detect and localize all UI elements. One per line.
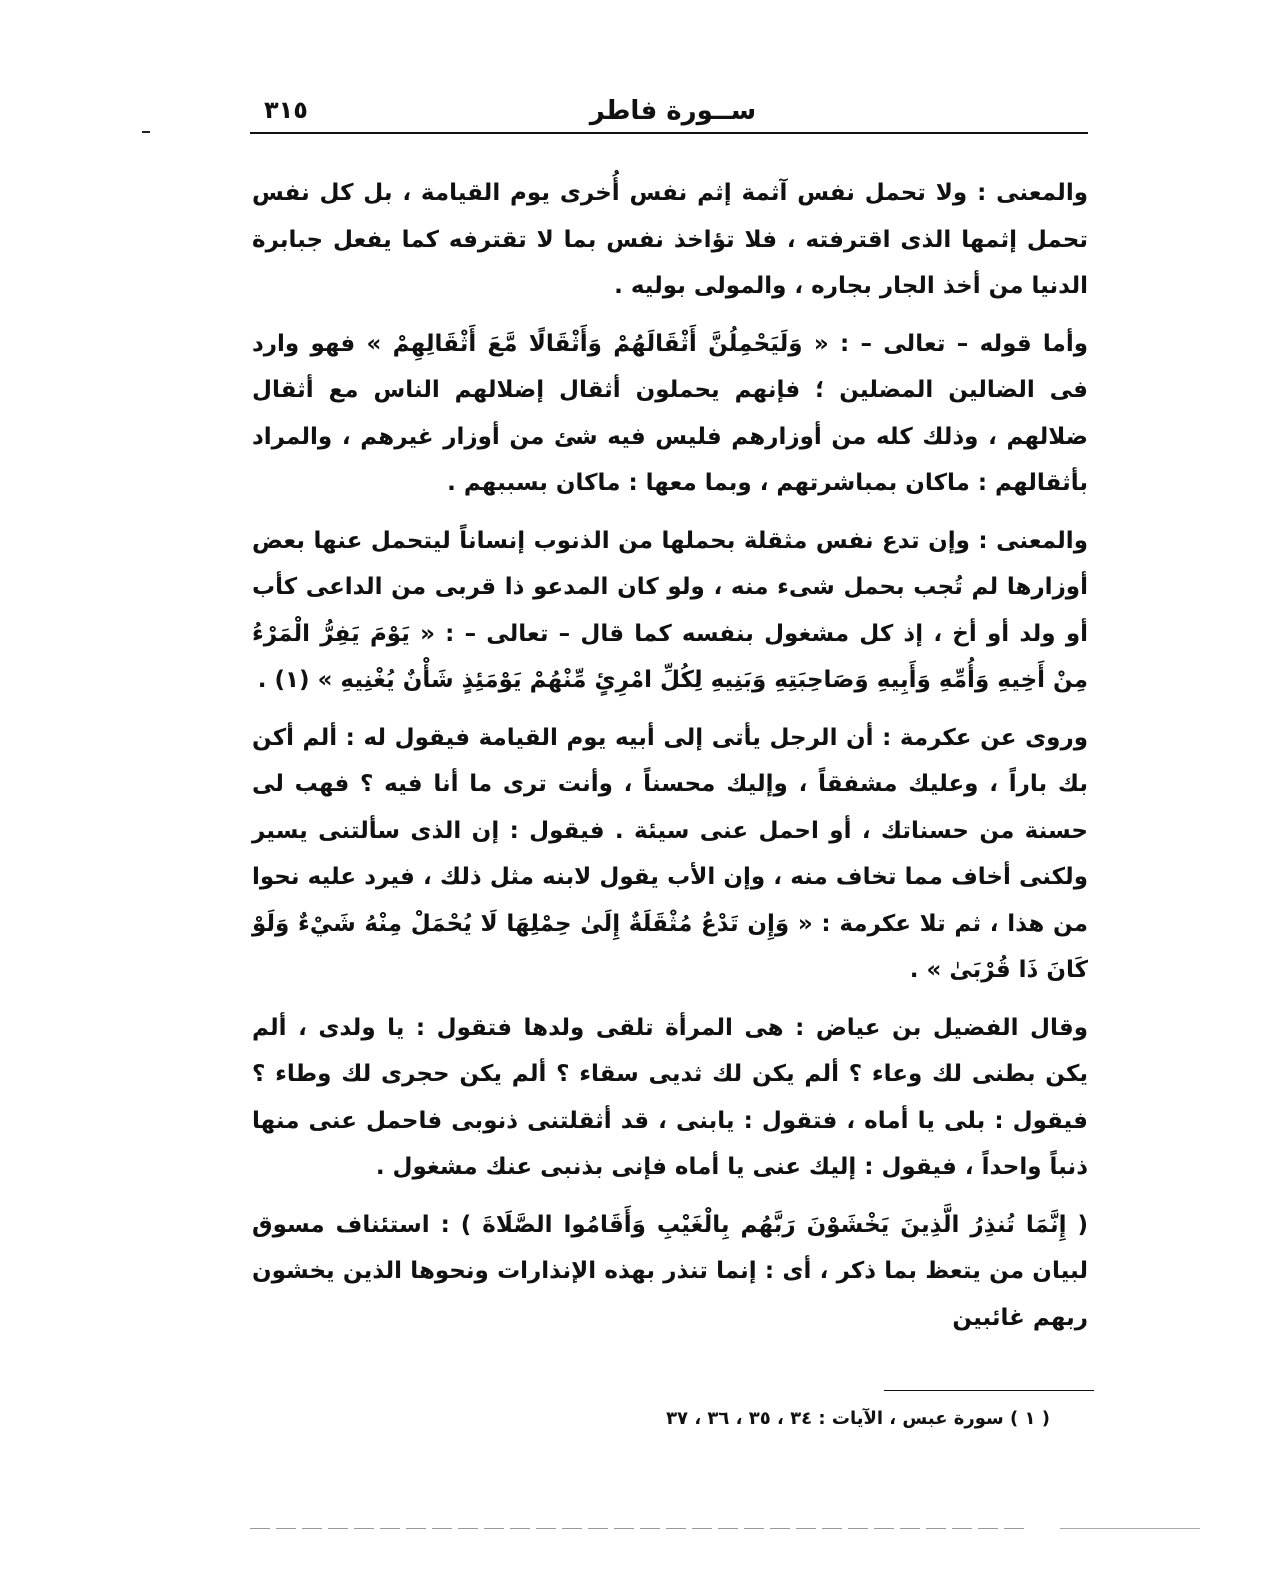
page-number: ٣١٥ bbox=[264, 96, 308, 124]
surah-title: ســورة فاطر bbox=[589, 96, 757, 126]
footnote: ( ١ ) سورة عبس ، الآيات : ٣٤ ، ٣٥ ، ٣٦ ، ٣٧ bbox=[666, 1408, 1050, 1429]
footnote-divider bbox=[884, 1390, 1094, 1391]
body-text bbox=[252, 170, 1088, 1352]
page-header bbox=[258, 92, 1088, 132]
paragraph: ( إِنَّمَا تُنذِرُ الَّذِينَ يَخْشَوْنَ رَبَّهُم بِالْغَيْبِ وَأَقَامُوا الصَّلَاةَ ) : استئناف مسوق لبيان من يتعظ بما ذكر ، أى : إنما تنذر بهذه الإنذارات ونحوها الذين يخشون ربهم غائبين bbox=[252, 1211, 1088, 1331]
bottom-dashed-rule bbox=[250, 1528, 1030, 1529]
scan-mark bbox=[142, 131, 150, 133]
bottom-rule-segment bbox=[1060, 1528, 1200, 1529]
paragraph: والمعنى : وإن تدع نفس مثقلة بحملها من الذنوب إنساناً ليتحمل عنها بعض أوزارها لم تُجب بحمل شىء منه ، ولو كان المدعو ذا قربى من الداعى كأب أو ولد أو أخ ، إذ كل مشغول بنفسه كما قال – تعالى – : « يَوْمَ يَفِرُّ الْمَرْءُ مِنْ أَخِيهِ وَأُمِّهِ وَأَبِيهِ وَصَاحِبَتِهِ وَبَنِيهِ لِكُلِّ امْرِئٍ مِّنْهُمْ يَوْمَئِذٍ شَأْنٌ يُغْنِيهِ » (١) . bbox=[252, 527, 1088, 693]
paragraph: وقال الفضيل بن عياض : هى المرأة تلقى ولدها فتقول : يا ولدى ، ألم يكن بطنى لك وعاء ؟ ألم يكن لك ثديى سقاء ؟ ألم يكن حجرى لك وطاء ؟ فيقول : بلى يا أماه ، فتقول : يابنى ، قد أثقلتنى ذنوبى فاحمل عنى منها ذنباً واحداً ، فيقول : إليك عنى يا أماه فإنى بذنبى عنك مشغول . bbox=[252, 1014, 1088, 1180]
paragraph: والمعنى : ولا تحمل نفس آثمة إثم نفس أُخرى يوم القيامة ، بل كل نفس تحمل إثمها الذى اقترفته ، فلا تؤاخذ نفس بما لا تقترفه كما يفعل جبابرة الدنيا من أخذ الجار بجاره ، والمولى بوليه . bbox=[252, 180, 1088, 299]
paragraph: وروى عن عكرمة : أن الرجل يأتى إلى أبيه يوم القيامة فيقول له : ألم أكن بك باراً ، وعليك مشفقاً ، وإليك محسناً ، وأنت ترى ما أنا فيه ؟ فهب لى حسنة من حسناتك ، أو احمل عنى سيئة . فيقول : إن الذى سألتنى يسير ولكنى أخاف مما تخاف منه ، وإن الأب يقول لابنه مثل ذلك ، فيرد عليه نحوا من هذا ، ثم تلا عكرمة : « وَإِن تَدْعُ مُثْقَلَةٌ إِلَىٰ حِمْلِهَا لَا يُحْمَلْ مِنْهُ شَيْءٌ وَلَوْ كَانَ ذَا قُرْبَىٰ » . bbox=[252, 724, 1088, 983]
header-divider bbox=[250, 132, 1088, 134]
paragraph: وأما قوله – تعالى – : « وَلَيَحْمِلُنَّ أَثْقَالَهُمْ وَأَثْقَالًا مَّعَ أَثْقَالِهِمْ » فهو وارد فى الضالين المضلين ؛ فإنهم يحملون أثقال إضلالهم الناس مع أثقال ضلالهم ، وذلك كله من أوزارهم فليس فيه شئ من أوزار غيرهم ، والمراد بأثقالهم : ماكان بمباشرتهم ، وبما معها : ماكان بسببهم . bbox=[252, 330, 1088, 496]
